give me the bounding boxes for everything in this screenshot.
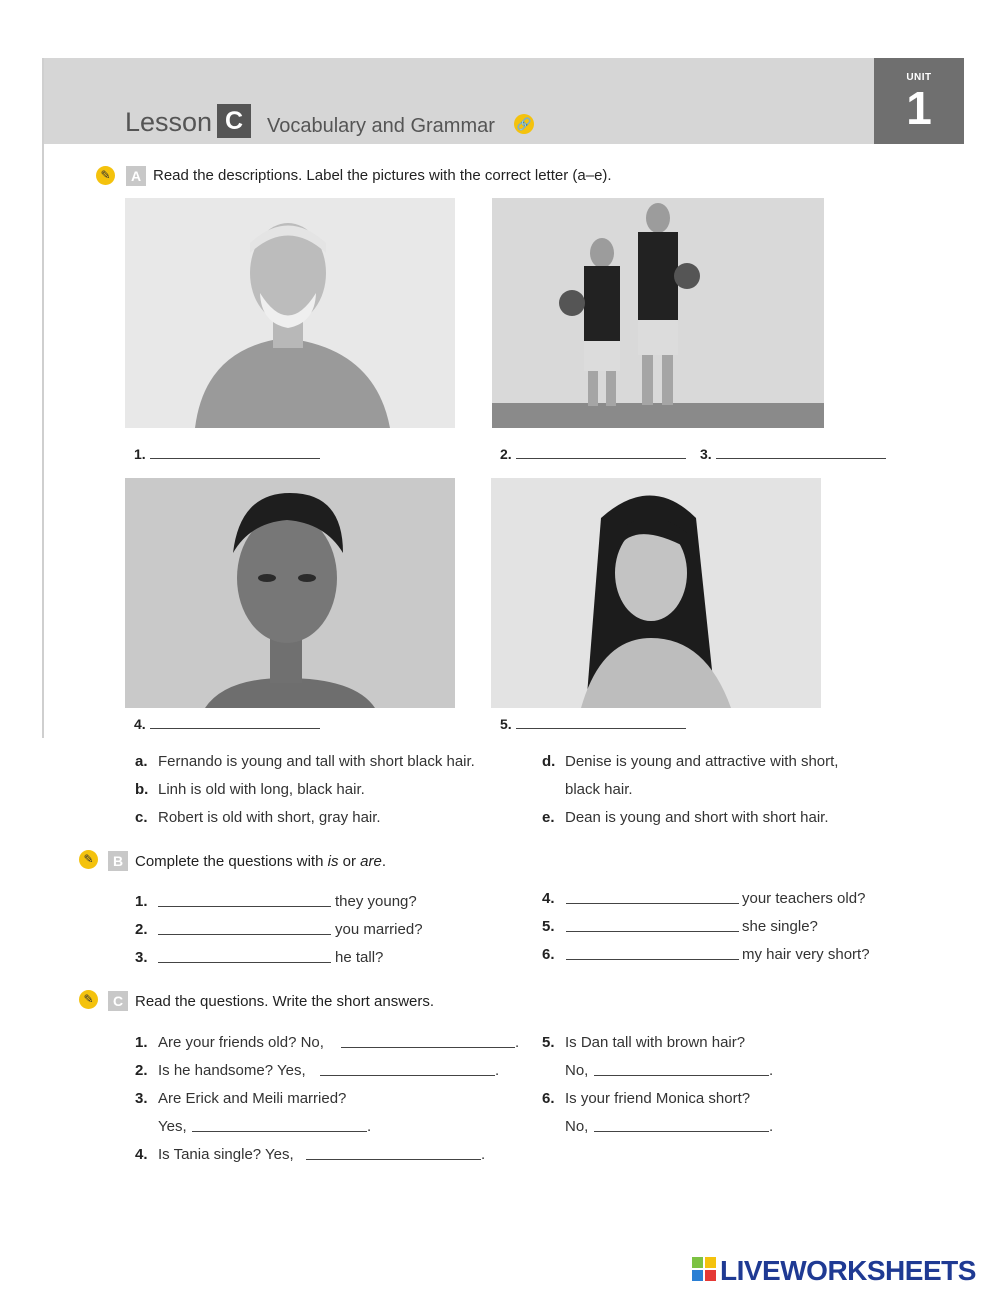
photo-basketball-players xyxy=(492,198,824,428)
question-c5-text-line2: No, xyxy=(565,1062,589,1079)
answer-blank-2[interactable] xyxy=(516,458,686,459)
description-c: c. xyxy=(135,809,148,826)
liveworksheets-logo[interactable]: LIVEWORKSHEETS xyxy=(720,1255,976,1286)
answer-c2-blank[interactable] xyxy=(320,1075,495,1076)
answer-c4-period: . xyxy=(481,1146,486,1163)
photo-woman-long-hair xyxy=(491,478,821,708)
answer-blank-3[interactable] xyxy=(716,458,886,459)
lesson-word: Lesson xyxy=(125,107,213,137)
answer-c3-blank[interactable] xyxy=(192,1131,367,1132)
question-b4-number: 4. xyxy=(542,890,555,907)
question-b2-number: 2. xyxy=(135,921,148,938)
question-c4-text: Is Tania single? Yes, xyxy=(158,1146,294,1163)
photo-old-man xyxy=(125,198,455,428)
question-b5-text: she single? xyxy=(742,918,818,935)
question-b5-blank[interactable] xyxy=(566,931,739,932)
answer-c5-period: . xyxy=(769,1062,774,1079)
photo-young-woman-short-hair xyxy=(125,478,455,708)
question-c2-text: Is he handsome? Yes, xyxy=(158,1062,306,1079)
section-b-instruction: Complete the questions with is or are. xyxy=(135,853,386,870)
question-c1-number: 1. xyxy=(135,1034,148,1051)
edit-icon: ✎ xyxy=(96,166,115,185)
lesson-title: Vocabulary and Grammar xyxy=(267,115,495,137)
answer-c1-period: . xyxy=(515,1034,520,1051)
question-c6-number: 6. xyxy=(542,1090,555,1107)
question-b2-blank[interactable] xyxy=(158,934,331,935)
answer-c6-period: . xyxy=(769,1118,774,1135)
answer-c2-period: . xyxy=(495,1062,500,1079)
question-b6-blank[interactable] xyxy=(566,959,739,960)
answer-c5-blank[interactable] xyxy=(594,1075,769,1076)
description-e: e. xyxy=(542,809,555,826)
question-b5-number: 5. xyxy=(542,918,555,935)
question-b3-blank[interactable] xyxy=(158,962,331,963)
question-c6-text: Is your friend Monica short? xyxy=(565,1090,751,1107)
question-c5-number: 5. xyxy=(542,1034,555,1051)
question-b2-text: you married? xyxy=(335,921,423,938)
question-c3-text-line2: Yes, xyxy=(158,1118,187,1135)
question-c6-text-line2: No, xyxy=(565,1118,589,1135)
unit-label: UNIT xyxy=(906,72,932,83)
picture-number-2: 2. xyxy=(500,446,512,462)
section-b-letter: B xyxy=(108,851,128,871)
question-c5-text: Is Dan tall with brown hair? xyxy=(565,1034,746,1051)
description-b: b. xyxy=(135,781,149,798)
question-b1-text: they young? xyxy=(335,893,417,910)
page-margin-line xyxy=(42,58,44,738)
answer-c6-blank[interactable] xyxy=(594,1131,769,1132)
section-a-instruction: Read the descriptions. Label the pictures with the correct letter (a–e). xyxy=(153,167,612,184)
description-d: d. xyxy=(542,753,556,770)
picture-number-5: 5. xyxy=(500,716,512,732)
question-b6-number: 6. xyxy=(542,946,555,963)
section-c-instruction: Read the questions. Write the short answers. xyxy=(135,993,435,1010)
liveworksheets-logo-icon xyxy=(692,1257,716,1281)
picture-number-3: 3. xyxy=(700,446,712,462)
lesson-letter: C xyxy=(217,104,251,138)
section-c-letter: C xyxy=(108,991,128,1011)
description-b-text: Linh is old with long, black hair. xyxy=(158,781,365,798)
question-b4-blank[interactable] xyxy=(566,903,739,904)
description-a-text: Fernando is young and tall with short black hair. xyxy=(158,753,475,770)
question-c3-text: Are Erick and Meili married? xyxy=(158,1090,347,1107)
question-b6-text: my hair very short? xyxy=(742,946,870,963)
description-c-text: Robert is old with short, gray hair. xyxy=(158,809,381,826)
edit-icon: ✎ xyxy=(79,990,98,1009)
unit-number: 1 xyxy=(906,82,932,134)
description-a: a. xyxy=(135,753,148,770)
section-a-letter: A xyxy=(126,166,146,186)
edit-icon: ✎ xyxy=(79,850,98,869)
picture-number-1: 1. xyxy=(134,446,146,462)
answer-c3-period: . xyxy=(367,1118,372,1135)
answer-c1-blank[interactable] xyxy=(341,1047,515,1048)
unit-badge xyxy=(874,58,964,144)
answer-blank-5[interactable] xyxy=(516,728,686,729)
answer-c4-blank[interactable] xyxy=(306,1159,481,1160)
question-c2-number: 2. xyxy=(135,1062,148,1079)
answer-blank-4[interactable] xyxy=(150,728,320,729)
link-icon[interactable]: 🔗 xyxy=(514,114,534,134)
question-b3-number: 3. xyxy=(135,949,148,966)
question-b3-text: he tall? xyxy=(335,949,384,966)
picture-number-4: 4. xyxy=(134,716,146,732)
question-c3-number: 3. xyxy=(135,1090,148,1107)
description-e-text: Dean is young and short with short hair. xyxy=(565,809,829,826)
question-c1-text: Are your friends old? No, xyxy=(158,1034,324,1051)
description-d-text-line2: black hair. xyxy=(565,781,633,798)
answer-blank-1[interactable] xyxy=(150,458,320,459)
question-c4-number: 4. xyxy=(135,1146,148,1163)
description-d-text: Denise is young and attractive with short, xyxy=(565,753,839,770)
question-b1-number: 1. xyxy=(135,893,148,910)
question-b1-blank[interactable] xyxy=(158,906,331,907)
question-b4-text: your teachers old? xyxy=(742,890,866,907)
